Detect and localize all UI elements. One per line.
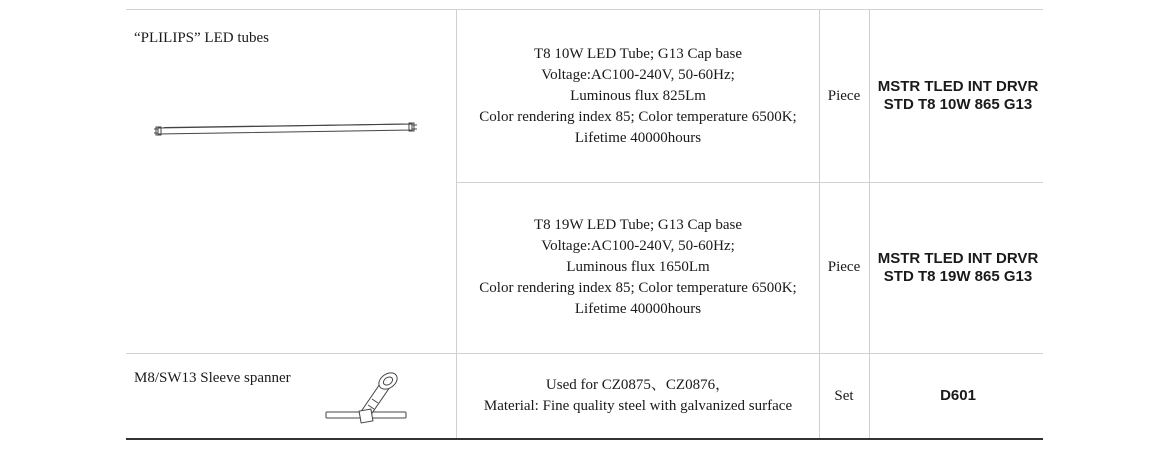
code-line: D601 [940, 387, 976, 404]
unit-label: Piece [827, 259, 861, 275]
sleeve-spanner-icon [324, 369, 410, 431]
description-line: Color rendering index 85; Color temperature 6500K; [479, 280, 797, 296]
code-line: STD T8 10W 865 G13 [883, 96, 1033, 113]
description-line: Material: Fine quality steel with galvanized surface [483, 398, 793, 414]
description-line: Voltage:AC100-240V, 50-60Hz; [541, 66, 735, 83]
description-line: Lifetime 40000hours [574, 301, 702, 317]
description-line: T8 10W LED Tube; G13 Cap base [533, 45, 743, 62]
description-line: Lifetime 40000hours [574, 129, 702, 146]
unit-label: Piece [827, 87, 861, 104]
led-tube-icon [154, 114, 418, 142]
code-line: MSTR TLED INT DRVR [877, 249, 1039, 267]
unit-label: Set [834, 387, 854, 404]
product-description [457, 10, 819, 182]
code-line: MSTR TLED INT DRVR [877, 78, 1039, 95]
description-line: T8 19W LED Tube; G13 Cap base [533, 217, 743, 233]
code-line: STD T8 19W 865 G13 [883, 267, 1033, 285]
description-line: Color rendering index 85; Color temperature 6500K; [479, 108, 797, 125]
description-line: Luminous flux 1650Lm [566, 259, 710, 275]
description-line: Luminous flux 825Lm [570, 87, 706, 104]
description-line: Used for CZ0875、CZ0876， [545, 377, 731, 393]
product-description [457, 353, 819, 439]
product-table [126, 9, 1043, 440]
description-line: Voltage:AC100-240V, 50-60Hz; [541, 238, 735, 254]
product-code [869, 10, 1047, 182]
product-description [457, 182, 819, 353]
product-code [869, 353, 1047, 439]
product-code [869, 182, 1047, 353]
product-name: “PLILIPS” LED tubes [134, 30, 269, 46]
product-name: M8/SW13 Sleeve spanner [134, 370, 291, 386]
